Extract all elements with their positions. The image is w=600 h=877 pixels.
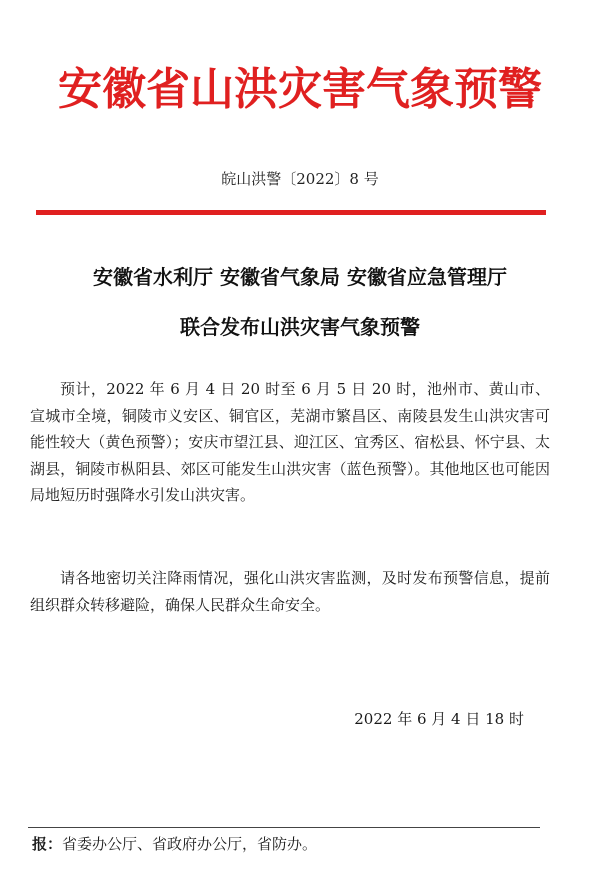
issue-date: 2022 年 6 月 4 日 18 时 [354, 710, 524, 728]
forecast-paragraph: 预计，2022 年 6 月 4 日 20 时至 6 月 5 日 20 时，池州市、黄山市、宣城市全境，铜陵市义安区、铜官区，芜湖市繁昌区、南陵县发生山洪灾害可能性较大（黄色预警）；安庆市望江县、迎江区、宜秀区、宿松县、怀宁县、太湖县，铜陵市枞阳县、郊区可能发生山洪灾害（蓝色预警）。其他地区也可能因局地短历时强降水引发山洪灾害。 [30, 380, 550, 504]
footer-label: 报： [32, 835, 63, 853]
instruction-paragraph: 请各地密切关注降雨情况，强化山洪灾害监测，及时发布预警信息，提前组织群众转移避险，确保人民群众生命安全。 [30, 569, 550, 614]
issuing-agencies-heading: 安徽省水利厅 安徽省气象局 安徽省应急管理厅 [93, 265, 507, 289]
masthead-title: 安徽省山洪灾害气象预警 [58, 64, 542, 115]
document-number: 皖山洪警〔2022〕8 号 [221, 170, 379, 188]
notice-title-heading: 联合发布山洪灾害气象预警 [180, 315, 420, 339]
footer-recipients: 省委办公厅、省政府办公厅，省防办。 [62, 835, 318, 853]
distribution-footer [32, 832, 317, 856]
red-divider [36, 210, 546, 215]
footer-divider [28, 827, 540, 828]
